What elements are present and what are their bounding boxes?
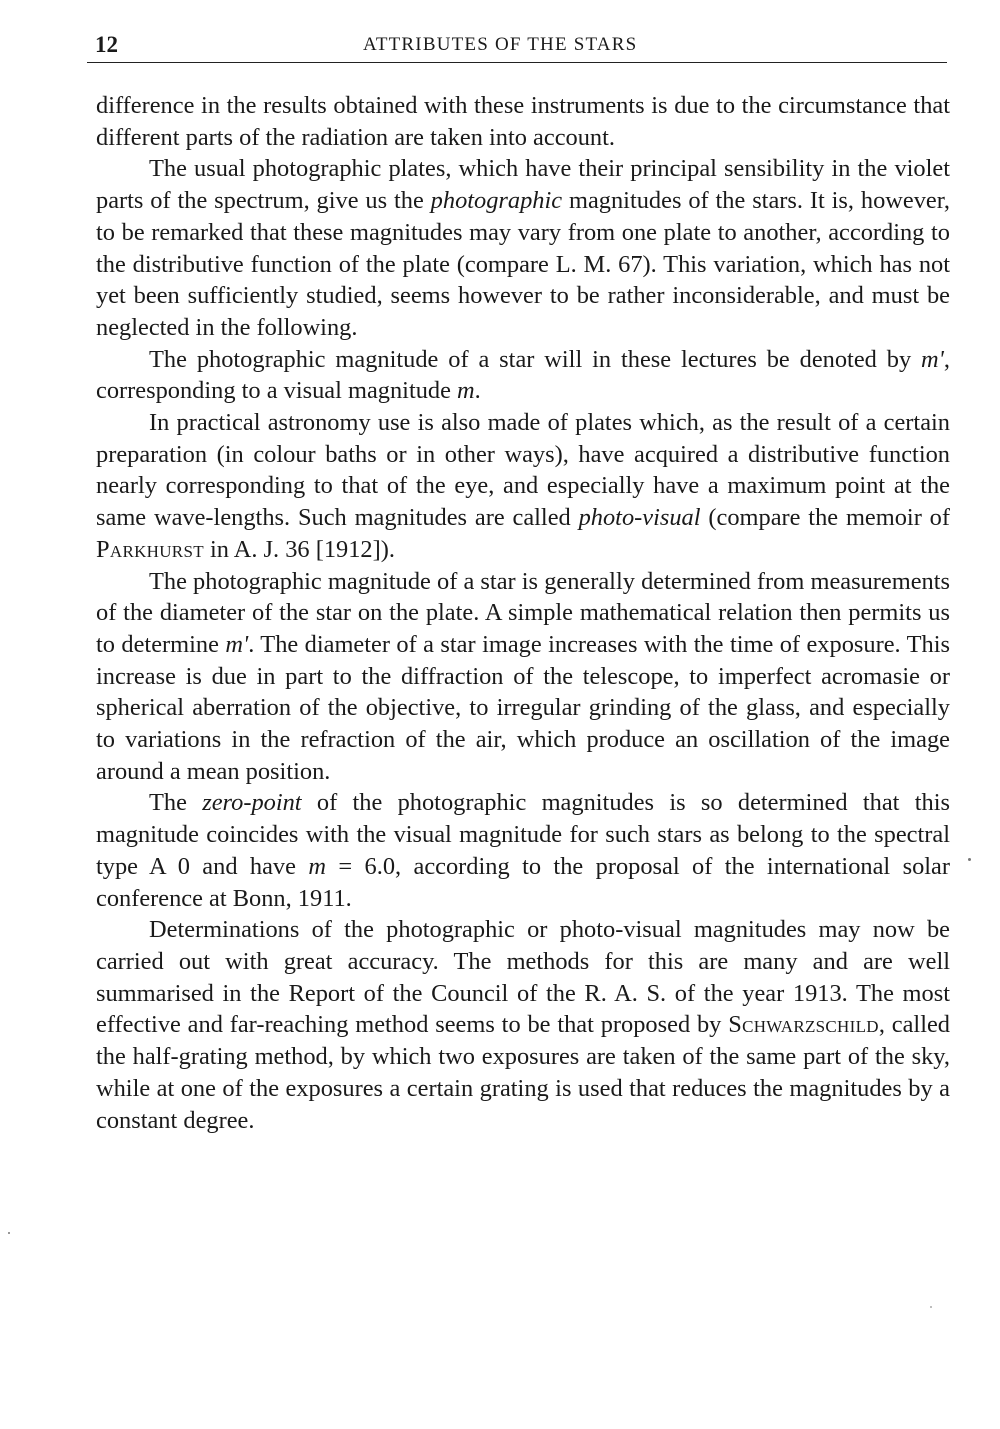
paragraph — [96, 787, 950, 914]
author-name: Parkhurst — [96, 535, 204, 563]
text-run: , called the half-grating method, by which two exposures are taken of the same part of the sky, while at one of the exposures a certain grating is used that reduces the magnitudes by a constant degree. — [96, 1011, 950, 1134]
paragraph — [96, 90, 950, 153]
italic-term: m' — [225, 630, 249, 658]
scan-speck — [968, 858, 971, 861]
text-run: The photographic magnitude of a star is generally determined from measurements of the diameter of the star on the plate. A simple mathematical relation then permits us to determine — [96, 567, 950, 658]
paragraph — [96, 914, 950, 1136]
italic-term: zero-point — [202, 789, 302, 817]
paragraph — [96, 344, 950, 407]
paragraph — [96, 566, 950, 788]
scan-speck — [8, 1232, 10, 1234]
text-run: in A. J. 36 [1912]). — [203, 535, 395, 563]
text-run: magnitudes of the stars. It is, however, to be remarked that these magnitudes may vary from one plate to another, according to the distributive function of the plate (compare L. M. 67). This variation, which has not yet been sufficiently studied, seems however to be rather inconsiderable, and must be neglected in the following. — [96, 187, 950, 341]
italic-term: m — [457, 377, 475, 405]
running-head — [95, 30, 947, 60]
text-run: of the photographic magnitudes is so determined that this magnitude coincides with the visual magnitude for such stars as belong to the spectral type A 0 and have — [96, 789, 950, 880]
text-run: . — [474, 377, 481, 405]
text-run: The usual photographic plates, which have their principal sensibility in the violet parts of the spectrum, give us the — [96, 155, 950, 215]
author-name: Schwarzschild — [728, 1011, 879, 1039]
text-run: In practical astronomy use is also made of plates which, as the result of a certain preparation (in colour baths or in other ways), have acquired a distributive function nearly corresponding to that of the eye, and especially have a maximum point at the same wave-lengths. Such magnitudes are called — [96, 409, 950, 532]
page-number: 12 — [95, 32, 118, 57]
text-run: (compare the memoir of — [700, 504, 950, 532]
body-text — [96, 90, 950, 1136]
scan-speck — [930, 1306, 932, 1308]
text-run: The — [149, 789, 203, 817]
italic-term: m' — [921, 345, 944, 373]
text-run: difference in the results obtained with these instruments is due to the circumstance that different parts of the radiation are taken into account. — [96, 92, 950, 151]
paragraph — [96, 407, 950, 566]
italic-term: photo-visual — [578, 504, 701, 532]
paragraph — [96, 153, 950, 343]
text-run: . The diameter of a star image increases with the time of exposure. This increase is due in part to the diffraction of the telescope, to imperfect acromasie or spherical aberration of the objective, to irregular grinding of the glass, and especially to variations in the refraction of the air, which produce an oscillation of the image around a mean position. — [96, 630, 950, 785]
italic-term: photographic — [430, 187, 563, 215]
text-run: , corresponding to a visual magnitude — [96, 345, 950, 405]
running-title: ATTRIBUTES OF THE STARS — [363, 34, 638, 55]
text-run: Determinations of the photographic or photo-visual magnitudes may now be carried out with great accuracy. The methods for this are many and are well summarised in the Report of the Council of the R. A. S. of the year 1913. The most effective and far-reaching method seems to be that proposed by — [96, 916, 950, 1039]
italic-term: m — [308, 852, 326, 880]
text-run: = 6.0, according to the proposal of the international solar conference at Bonn, 1911. — [96, 852, 950, 912]
text-run: The photographic magnitude of a star will in these lectures be denoted by — [149, 345, 922, 373]
header-rule — [87, 62, 947, 63]
